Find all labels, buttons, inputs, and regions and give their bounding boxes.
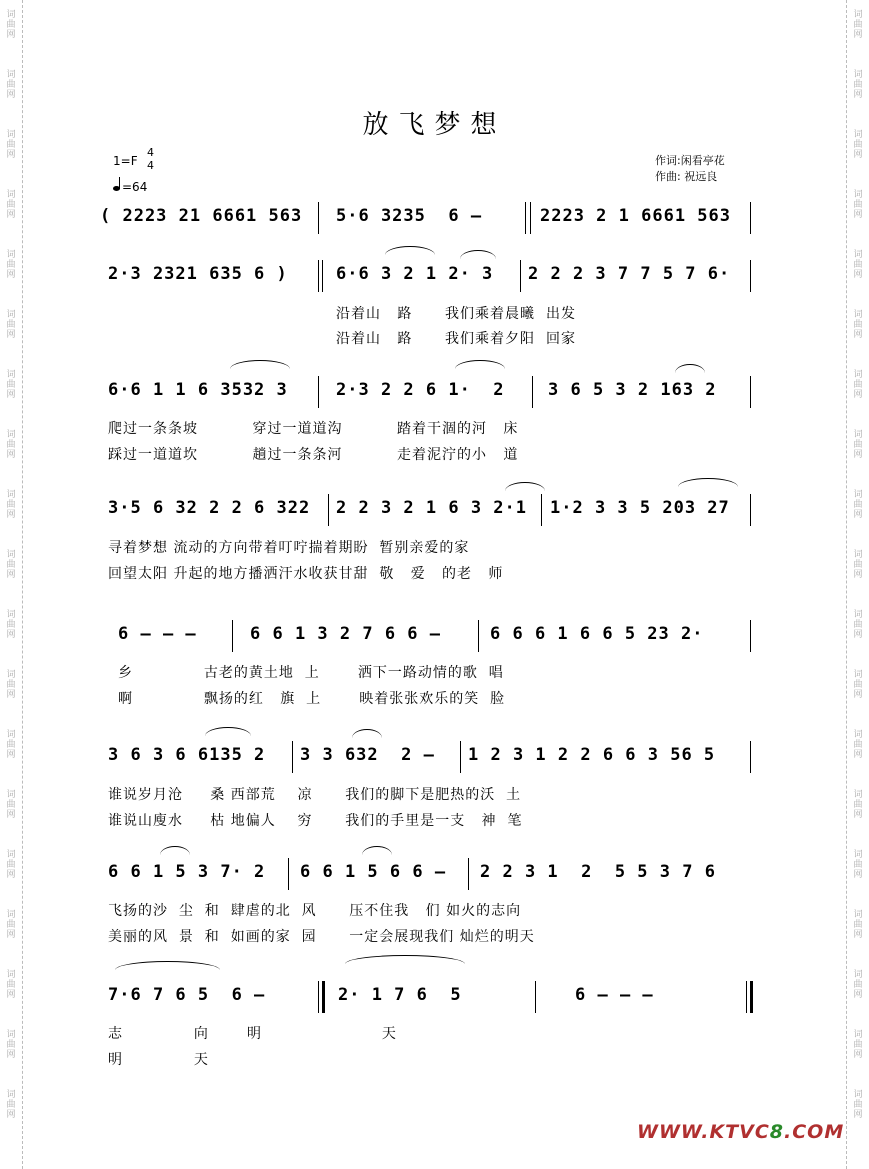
measure: 2 2 3 1 2 5 5 3 7 6 [480,862,716,882]
slur [460,250,496,259]
measure: 6·6 3 2 1 2· 3 [336,264,494,284]
measure: 6 6 1 5 3 7· 2 [108,862,266,882]
measure: 3·5 6 32 2 2 6 322 [108,498,311,518]
lyric-line-2: 沿着山 路 我们乘着夕阳 回家 [336,331,576,347]
watermark-text: 词曲网 [6,790,16,820]
measure: 7·6 7 6 5 6 – [108,985,266,1005]
slur [160,846,190,855]
watermark-text: 词曲网 [6,1030,16,1060]
slur [115,961,220,970]
measure: 2223 2 1 6661 563 [540,206,731,226]
measure: 5·6 3235 6 – [336,206,483,226]
slur [455,360,505,369]
repeat-barline [322,981,325,1013]
slur [345,955,465,964]
slur [205,727,251,736]
lyric-line-2: 啊 飘扬的红 旗 上 映着张张欢乐的笑 脸 [118,691,506,707]
watermark-text: 词曲网 [6,130,16,160]
barline [530,202,531,234]
staff-row-1 [100,206,756,230]
staff-row-2 [100,264,756,288]
measure: 3 6 5 3 2 163 2 [548,380,717,400]
watermark-text: 词曲网 [6,10,16,40]
lyric-line-1: 谁说岁月沧 桑 西部荒 凉 我们的脚下是肥热的沃 土 [108,787,522,803]
slur [230,360,290,369]
barline [322,260,323,292]
watermark-text: 词曲网 [6,310,16,340]
website-logo: WWW.KTVC8.COM [637,1121,845,1143]
watermark-text: 词曲网 [6,550,16,580]
measure: 6 6 1 5 6 6 – [300,862,447,882]
watermark-text: 词曲网 [853,550,863,580]
barline [232,620,233,652]
watermark-text: 词曲网 [853,310,863,340]
slur [362,846,392,855]
lyric-line-1: 飞扬的沙 尘 和 肆虐的北 风 压不住我 们 如火的志向 [108,903,522,919]
lyricist: 作词:闲看亭花 [655,154,725,167]
lyric-line-1: 沿着山 路 我们乘着晨曦 出发 [336,306,576,322]
watermark-text: 词曲网 [6,190,16,220]
barline [750,620,751,652]
watermark-text: 词曲网 [853,910,863,940]
barline [318,260,319,292]
lyric-line-1: 爬过一条条坡 穿过一道道沟 踏着干涸的河 床 [108,421,519,437]
song-title: 放飞梦想 [362,110,507,140]
staff-row-3 [100,380,756,404]
staff-row-8 [100,985,756,1009]
lyric-line-2: 谁说山廋水 枯 地偏人 穷 我们的手里是一支 神 笔 [108,813,523,829]
watermark-text: 词曲网 [6,1090,16,1120]
measure: 6 – – – [118,624,197,644]
watermark-text: 词曲网 [6,490,16,520]
barline [328,494,329,526]
barline [520,260,521,292]
measure: 1·2 3 3 5 203 27 [550,498,730,518]
barline [318,202,319,234]
measure: 2·3 2 2 6 1· 2 [336,380,505,400]
barline [318,981,319,1013]
watermark-text: 词曲网 [853,850,863,880]
measure: 2 2 2 3 7 7 5 7 6· [528,264,731,284]
measure: 2·3 2321 635 6 ) [108,264,288,284]
barline [468,858,469,890]
barline [541,494,542,526]
watermark-text: 词曲网 [853,250,863,280]
watermark-text: 词曲网 [6,910,16,940]
watermark-text: 词曲网 [6,70,16,100]
watermark-text: 词曲网 [6,670,16,700]
slur [505,482,545,491]
watermark-text: 词曲网 [6,610,16,640]
staff-row-4 [100,498,756,522]
measure: 6·6 1 1 6 3532 3 [108,380,288,400]
credits [655,153,725,185]
lyric-line-1: 寻着梦想 流动的方向带着叮咛揣着期盼 暂别亲爱的家 [108,540,470,556]
barline [750,260,751,292]
slur [678,478,738,487]
lyric-line-1: 志 向 明 天 [108,1026,397,1042]
watermark-text: 词曲网 [853,730,863,760]
watermark-text: 词曲网 [6,250,16,280]
lyric-line-1: 乡 古老的黄土地 上 洒下一路动情的歌 唱 [118,665,504,681]
watermark-text: 词曲网 [853,70,863,100]
barline [460,741,461,773]
composer: 作曲: 祝远良 [655,170,718,183]
lyric-line-2: 明 天 [108,1052,209,1068]
barline [478,620,479,652]
lyric-line-2: 踩过一道道坎 趟过一条条河 走着泥泞的小 道 [108,447,519,463]
final-barline [746,981,747,1013]
watermark-text: 词曲网 [6,970,16,1000]
slur [675,364,705,373]
final-barline-thick [750,981,753,1013]
staff-row-6 [100,745,756,769]
lyric-line-2: 回望太阳 升起的地方播洒汗水收获甘甜 敬 爱 的老 师 [108,566,504,582]
watermark-text: 词曲网 [853,670,863,700]
measure: 6 6 6 1 6 6 5 23 2· [490,624,704,644]
measure: 3 3 632 2 – [300,745,435,765]
barline [318,376,319,408]
measure: 1 2 3 1 2 2 6 6 3 56 5 [468,745,716,765]
staff-row-5 [100,624,756,648]
watermark-text: 词曲网 [853,370,863,400]
watermark-text: 词曲网 [853,1090,863,1120]
barline [750,494,751,526]
watermark-text: 词曲网 [853,790,863,820]
watermark-text: 词曲网 [853,190,863,220]
barline [292,741,293,773]
barline [750,202,751,234]
barline [535,981,536,1013]
watermark-text: 词曲网 [853,610,863,640]
watermark-text: 词曲网 [6,430,16,460]
measure: 2· 1 7 6 5 [338,985,462,1005]
barline [750,741,751,773]
staff-row-7 [100,862,756,886]
watermark-text: 词曲网 [6,730,16,760]
time-signature: 4 4 [147,146,154,172]
watermark-text: 词曲网 [853,130,863,160]
barline [750,376,751,408]
slur [385,246,435,255]
barline [288,858,289,890]
slur [352,729,382,738]
measure: ( 2223 21 6661 563 [100,206,303,226]
watermark-text: 词曲网 [6,850,16,880]
watermark-text: 词曲网 [853,970,863,1000]
quarter-note-icon [113,186,120,191]
watermark-text: 词曲网 [853,430,863,460]
barline [525,202,526,234]
measure: 2 2 3 2 1 6 3 2·1 [336,498,527,518]
barline [532,376,533,408]
watermark-text: 词曲网 [853,490,863,520]
watermark-text: 词曲网 [6,370,16,400]
watermark-text: 词曲网 [853,1030,863,1060]
measure: 6 6 1 3 2 7 6 6 – [250,624,441,644]
watermark-text: 词曲网 [853,10,863,40]
measure: 6 – – – [575,985,654,1005]
key-signature: 1=F [113,154,138,168]
measure: 3 6 3 6 6135 2 [108,745,266,765]
tempo-marking: =64 [113,180,147,194]
lyric-line-2: 美丽的风 景 和 如画的家 园 一定会展现我们 灿烂的明天 [108,929,535,945]
